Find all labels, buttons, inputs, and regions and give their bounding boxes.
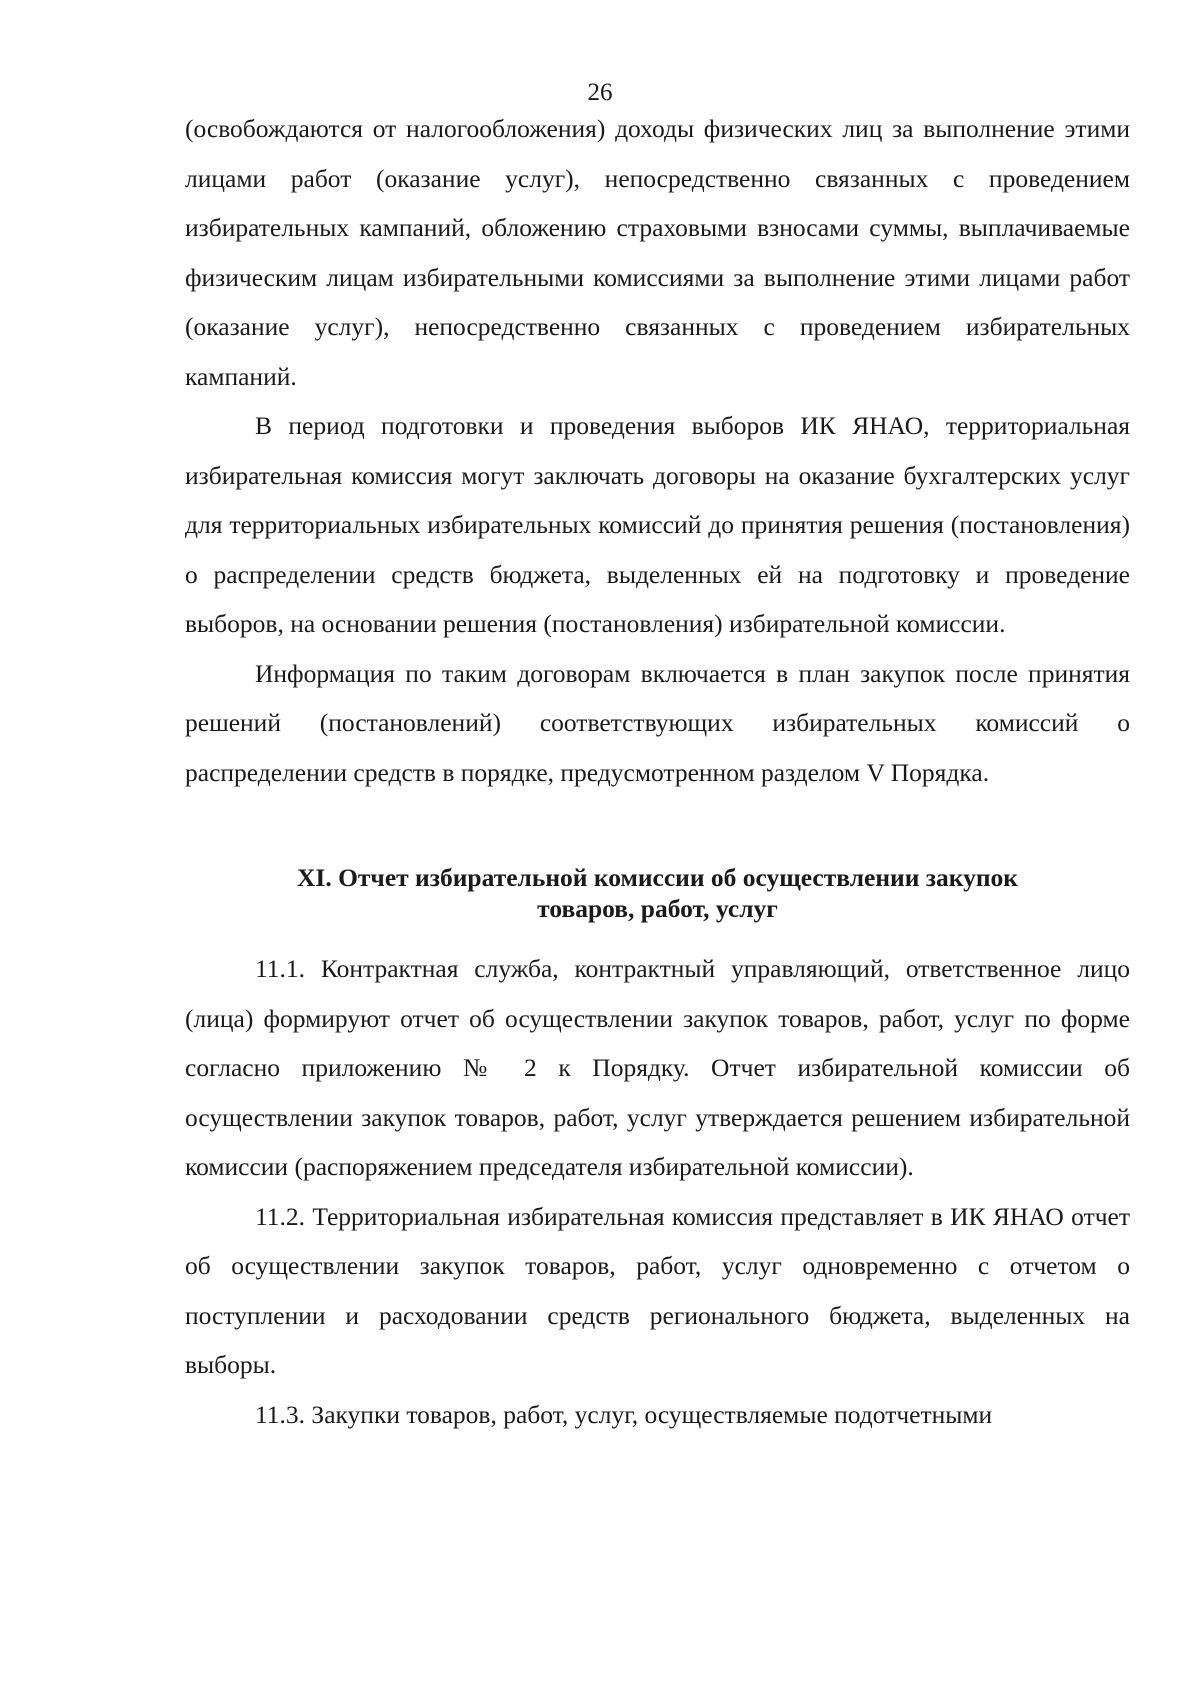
section-heading-line-1: XI. Отчет избирательной комиссии об осуществлении закупок (296, 863, 1018, 892)
paragraph-block-top (185, 104, 1130, 797)
page-number: 26 (587, 79, 613, 106)
paragraph-11-3: 11.3. Закупки товаров, работ, услуг, осуществляемые подотчетными (255, 1399, 993, 1429)
paragraph-accounting-contracts: В период подготовки и проведения выборов ИК ЯНАО, территориальная избирательная комиссия могут заключать договоры на оказание бухгалтерских услуг для территориальных избирательных комиссий до принятия решения (постановления) о распределении средств бюджета, выделенных ей на подготовку и проведение выборов, на основании решения (постановления) избирательной комиссии. (185, 411, 1130, 638)
section-heading (185, 862, 1130, 924)
paragraph-procurement-plan: Информация по таким договорам включается в план закупок после принятия решений (постановлений) соответствующих избирательных комиссий о распределении средств в порядке, предусмотренном разделом V Порядка. (185, 658, 1130, 787)
paragraph-tax-exemption: (освобождаются от налогообложения) доходы физических лиц за выполнение этими лицами работ (оказание услуг), непосредственно связанных с проведением избирательных кампаний, обложению страховыми взносами суммы, выплачиваемые физическим лицам избирательными комиссиями за выполнение этими лицами работ (оказание услуг), непосредственно связанных с проведением избирательных кампаний. (185, 114, 1130, 391)
paragraph-block-bottom (185, 944, 1130, 1439)
paragraph-11-2: 11.2. Территориальная избирательная комиссия представляет в ИК ЯНАО отчет об осуществлении закупок товаров, работ, услуг одновременно с отчетом о поступлении и расходовании средств регионального бюджета, выделенных на выборы. (185, 1201, 1130, 1379)
paragraph-11-1: 11.1. Контрактная служба, контрактный управляющий, ответственное лицо (лица) формируют отчет об осуществлении закупок товаров, работ, услуг по форме согласно приложению № 2 к Порядку. Отчет избирательной комиссии об осуществлении закупок товаров, работ, услуг утверждается решением избирательной комиссии (распоряжением председателя избирательной комиссии). (185, 954, 1130, 1181)
section-heading-line-2: товаров, работ, услуг (537, 894, 778, 923)
